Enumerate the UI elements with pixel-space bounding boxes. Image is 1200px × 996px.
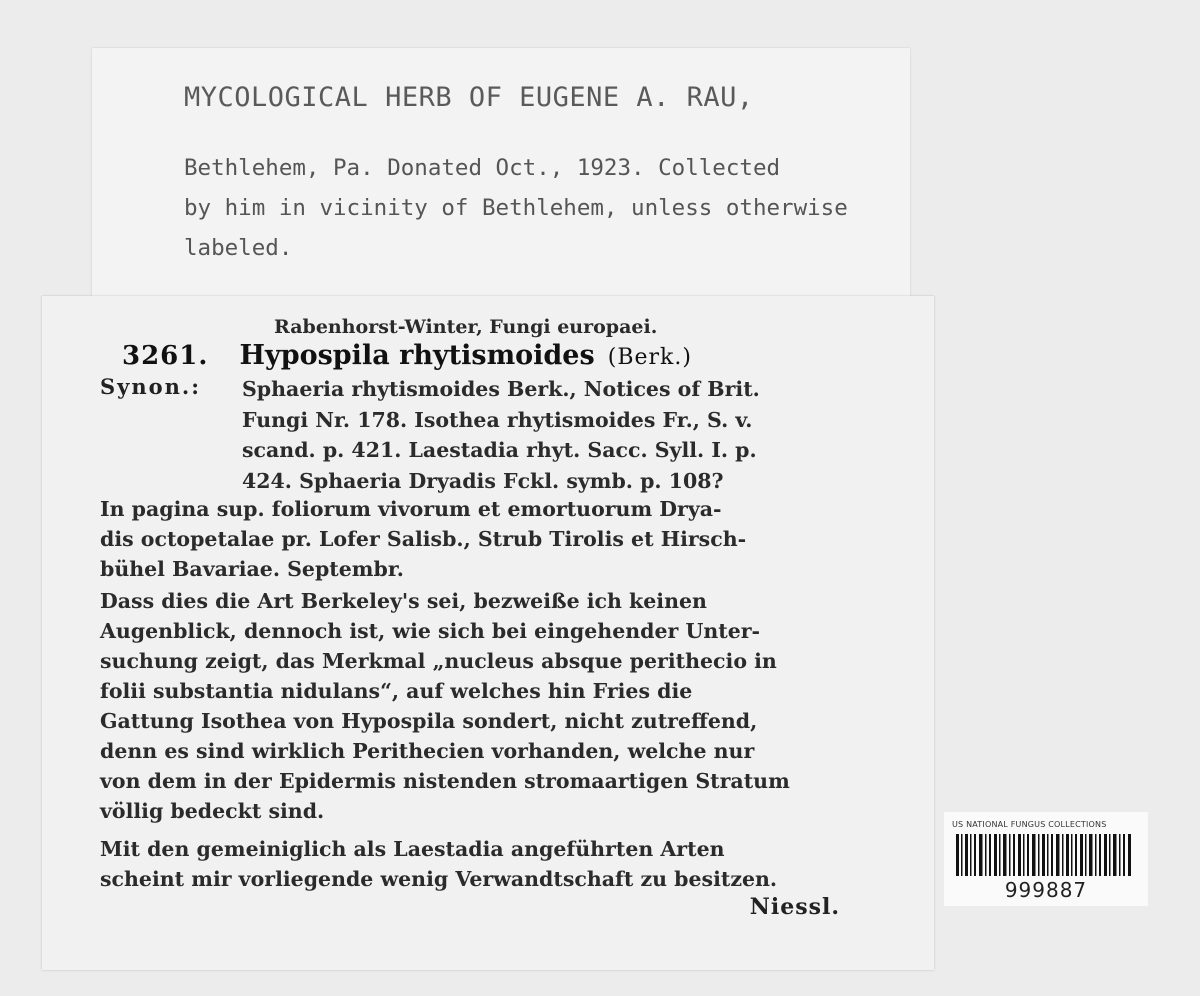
text-line: dis octopetalae pr. Lofer Salisb., Strub Tirolis et Hirsch- [100,527,747,551]
text-line: Augenblick, dennoch ist, wie sich bei eingehender Unter- [100,619,761,643]
text-line: scheint mir vorliegende wenig Verwandtschaft zu besitzen. [100,867,778,891]
text-line: Dass dies die Art Berkeley's sei, bezweiße ich keinen [100,589,707,613]
text-line: suchung zeigt, das Merkmal „nucleus absque perithecio in [100,649,777,673]
closing-paragraph [100,834,880,894]
herbarium-note-line: by him in vicinity of Bethlehem, unless otherwise [184,195,848,221]
barcode-number: 999887 [1004,878,1088,902]
species-heading [122,340,692,371]
species-name: Hypospila rhytismoides [239,340,595,371]
text-line: Mit den gemeiniglich als Laestadia angeführten Arten [100,837,725,861]
herbarium-heading: MYCOLOGICAL HERB OF EUGENE A. RAU, [184,82,754,113]
exsiccata-label [42,296,934,970]
text-line: folii substantia nidulans“, auf welches hin Fries die [100,679,693,703]
herbarium-note-line: Bethlehem, Pa. Donated Oct., 1923. Collected [184,155,781,181]
barcode-icon [956,834,1136,876]
text-line: denn es sind wirklich Perithecien vorhanden, welche nur [100,739,755,763]
habitat-paragraph [100,494,880,584]
text-line: völlig bedeckt sind. [100,799,325,823]
exsiccata-number: 3261. [122,341,209,371]
text-line: von dem in der Epidermis nistenden stromaartigen Stratum [100,769,790,793]
herbarium-note [184,148,848,268]
remarks-paragraph [100,586,880,826]
collection-name: US NATIONAL FUNGUS COLLECTIONS [952,820,1107,829]
synonyms-label: Synon.: [100,374,201,399]
species-author: (Berk.) [607,345,692,370]
signer-name: Niessl. [749,894,840,920]
series-title: Rabenhorst-Winter, Fungi europaei. [274,316,658,338]
text-line: Gattung Isothea von Hypospila sondert, nicht zutreffend, [100,709,758,733]
synonyms-text: Sphaeria rhytismoides Berk., Notices of Brit. Fungi Nr. 178. Isothea rhytismoides Fr., S. v. scand. p. 421. Laestadia rhyt. Sacc. Syll. I. p. 424. Sphaeria Dryadis Fckl. symb. p. 108? [242,377,760,493]
barcode-label [944,812,1148,906]
text-line: In pagina sup. foliorum vivorum et emortuorum Drya- [100,497,722,521]
text-line: bühel Bavariae. Septembr. [100,557,404,581]
rau-herbarium-label [92,48,910,310]
herbarium-note-line: labeled. [184,235,293,261]
